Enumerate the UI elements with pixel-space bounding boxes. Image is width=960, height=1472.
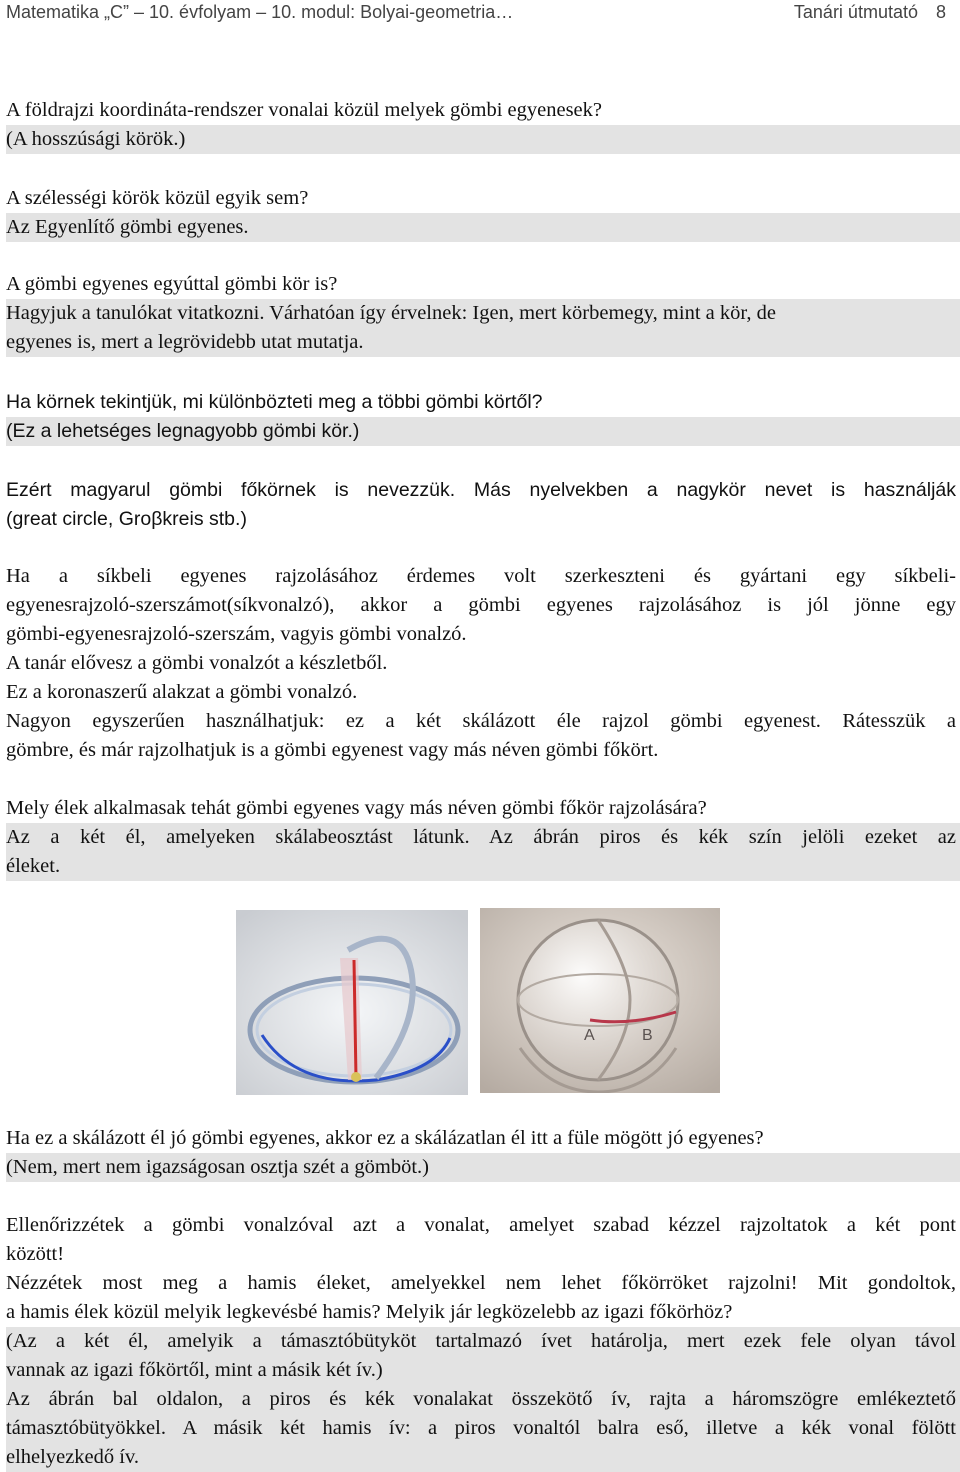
answer-line: (Nem, mert nem igazságosan osztja szét a gömböt.)	[6, 1153, 960, 1182]
figure-label-b: B	[642, 1027, 653, 1044]
answer-line: éleket.	[6, 852, 960, 881]
body-line: Ellenőrizzétek a gömbi vonalzóval azt a vonalat, amelyet szabad kézzel rajzoltatok a két pont	[6, 1214, 956, 1236]
answer-line: Az Egyenlítő gömbi egyenes.	[6, 213, 960, 242]
body-line: A tanár elővesz a gömbi vonalzót a készletből.	[6, 652, 388, 674]
question-line: Mely élek alkalmasak tehát gömbi egyenes vagy más néven gömbi főkör rajzolására?	[6, 797, 707, 819]
question-line: A szélességi körök közül egyik sem?	[6, 187, 309, 209]
body-line: Nagyon egyszerűen használhatjuk: ez a két skálázott éle rajzol gömbi egyenest. Rátesszük a	[6, 710, 956, 732]
question-line: Ha körnek tekintjük, mi különbözteti meg a többi gömbi körtől?	[6, 391, 543, 413]
answer-line: (A hosszúsági körök.)	[6, 125, 960, 154]
body-line: gömbre, és már rajzolhatjuk is a gömbi egyenest vagy más néven gömbi főkört.	[6, 739, 659, 761]
body-line: Ez a koronaszerű alakzat a gömbi vonalzó.	[6, 681, 358, 703]
figure-label-a: A	[584, 1027, 595, 1044]
body-line: között!	[6, 1243, 65, 1265]
header-module-title: Matematika „C” – 10. évfolyam – 10. modul: Bolyai-geometria…	[6, 2, 514, 22]
question-line: A földrajzi koordináta-rendszer vonalai közül melyek gömbi egyenesek?	[6, 99, 602, 121]
answer-line: Az ábrán bal oldalon, a piros és kék vonalakat összekötő ív, rajta a háromszögre emlékeztető	[6, 1385, 960, 1414]
page-header	[0, 0, 960, 28]
photo-spherical-ruler-on-sphere	[480, 908, 720, 1093]
answer-line: elhelyezkedő ív.	[6, 1443, 960, 1472]
photo-spherical-ruler-side	[236, 910, 468, 1095]
answer-line: egyenes is, mert a legrövidebb utat mutatja.	[6, 328, 960, 357]
answer-line: vannak az igazi főkörtől, mint a másik két ív.)	[6, 1356, 960, 1385]
question-line: A gömbi egyenes egyúttal gömbi kör is?	[6, 273, 338, 295]
body-line: Ha a síkbeli egyenes rajzolásához érdemes volt szerkeszteni és gyártani egy síkbeli-	[6, 565, 956, 587]
body-line: gömbi-egyenesrajzoló-szerszám, vagyis gömbi vonalzó.	[6, 623, 467, 645]
body-line: (great circle, Groβkreis stb.)	[6, 508, 247, 530]
page-number: 8	[935, 2, 946, 22]
answer-line: (Az a két él, amelyik a támasztóbütyköt tartalmazó ívet határolja, mert ezek fele olyan távol	[6, 1327, 960, 1356]
body-line: egyenesrajzoló-szerszámot(síkvonalzó), akkor a gömbi egyenes rajzolásához is jól jönne egy	[6, 594, 956, 616]
answer-line: Hagyjuk a tanulókat vitatkozni. Várhatóan így érvelnek: Igen, mert körbemegy, mint a kör, de	[6, 299, 960, 328]
body-line: Nézzétek most meg a hamis éleket, amelyekkel nem lehet főkörröket rajzolni! Mit gondoltok,	[6, 1272, 956, 1294]
body-line: a hamis élek közül melyik legkevésbé hamis? Melyik jár legközelebb az igazi főkörhöz?	[6, 1301, 733, 1323]
answer-line: Az a két él, amelyeken skálabeosztást látunk. Az ábrán piros és kék szín jelöli ezeket az	[6, 823, 960, 852]
header-guide-title: Tanári útmutató	[793, 2, 918, 22]
answer-line: (Ez a lehetséges legnagyobb gömbi kör.)	[6, 417, 960, 446]
question-line: Ha ez a skálázott él jó gömbi egyenes, akkor ez a skálázatlan él itt a füle mögött jó egyenes?	[6, 1127, 764, 1149]
body-line: Ezért magyarul gömbi főkörnek is nevezzük. Más nyelvekben a nagykör nevet is használják	[6, 479, 956, 501]
answer-line: támasztóbütyökkel. A másik két hamis ív: a piros vonaltól balra eső, illetve a kék vonal fölött	[6, 1414, 960, 1443]
header-guide-label	[794, 2, 946, 23]
